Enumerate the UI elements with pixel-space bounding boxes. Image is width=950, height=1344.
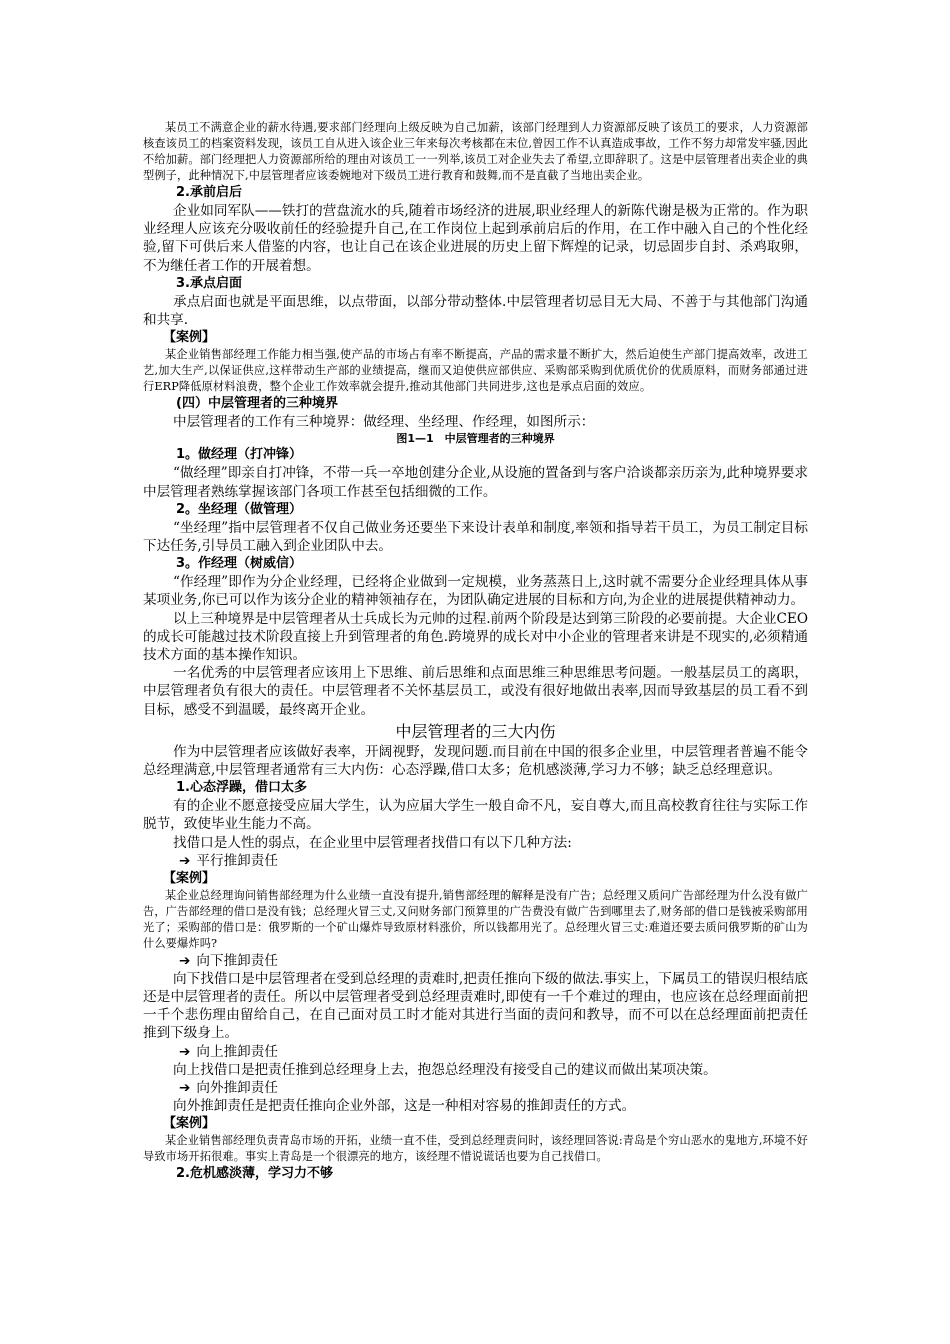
section-title: 中层管理者的三大内伤 <box>395 721 556 741</box>
bullet-text: 向上推卸责任 <box>196 1043 278 1060</box>
bullet-item <box>143 852 808 870</box>
arrow-right-icon: ➔ <box>179 852 191 869</box>
body-paragraph: 作为中层管理者应该做好表率，开阔视野，发现问题.而目前在中国的很多企业里，中层管理者普遍不能令总经理满意,中层管理者通常有三大内伤：心态浮躁,借口太多；危机感淡薄,学习力不够；缺乏总经理意识。 <box>143 743 808 779</box>
bullet-item <box>143 1079 808 1097</box>
bullet-text: 平行推卸责任 <box>196 852 278 869</box>
section-heading: 3.承点启面 <box>176 275 242 291</box>
chapter-heading: (四）中层管理者的三种境界 <box>176 396 338 412</box>
body-paragraph: 有的企业不愿意接受应届大学生，认为应届大学生一般自命不凡，妄自尊大,而且高校教育往往与实际工作脱节，致使毕业生能力不高。 <box>143 798 808 833</box>
case-text: 某企业总经理询问销售部经理为什么业绩一直没有提升,销售部经理的解释是没有广告；总经理又质问广告部经理为什么没有做广告，广告部经理的借口是没有钱；总经理火冒三丈,又问财务部门预算里的广告费没有做广告到哪里去了,财务部的借口是钱被采购部用光了；采购部的借口是：俄罗斯的一个矿山爆炸导致原材料涨价，所以钱都用光了。总经理火冒三丈:难道还要去质问俄罗斯的矿山为什么要爆炸吗? <box>143 888 808 950</box>
body-paragraph: “坐经理”指中层管理者不仅自己做业务还要坐下来设计表单和制度,率领和指导若干员工，为员工制定目标下达任务,引导员工融入到企业团队中去。 <box>143 519 808 555</box>
case-text: 某企业销售部经理工作能力相当强,使产品的市场占有率不断提高，产品的需求量不断扩大，然后迫使生产部门提高效率，改进工艺,加大生产,以保证供应,这样带动生产部的业绩提高，继而又迫使供应部供应、采购部采购到优质优价的优质原料，而财务部通过进行ERP降低原材料浪费，整个企业工作效率就会提升,推动其他部门共同进步,这也是承点启面的效应。 <box>143 348 808 394</box>
arrow-right-icon: ➔ <box>179 952 191 969</box>
body-paragraph: 向上找借口是把责任推到总经理身上去，抱怨总经理没有接受自己的建议而做出某项决策。 <box>173 1061 717 1078</box>
body-paragraph: 向下找借口是中层管理者在受到总经理的责难时,把责任推向下级的做法.事实上，下属员工的错误归根结底还是中层管理者的责任。所以中层管理者受到总经理责难时,即使有一千个难过的理由，也应该在总经理面前把一千个悲伤理由留给自己，在自己面对员工时才能对其进行当面的责问和教导，而不可以在总经理面前把责任推到下级身上。 <box>143 970 808 1042</box>
body-paragraph: “作经理”即作为分企业经理，已经将企业做到一定规模，业务蒸蒸日上,这时就不需要分企业经理具体从事某项业务,你已可以作为该分企业的精神领袖存在，为团队确定进展的目标和方向,为企业的进展提供精神动力。 <box>143 574 808 609</box>
figure-caption: 图1—1 中层管理者的三种境界 <box>396 432 555 446</box>
case-text: 某企业销售部经理负责青岛市场的开拓，业绩一直不佳，受到总经理责问时，该经理回答说:青岛是个穷山恶水的鬼地方,环境不好导致市场开拓很难。事实上青岛是一个很漂亮的地方，该经理不惜说谎话也要为自己找借口。 <box>143 1134 808 1164</box>
body-paragraph: 一名优秀的中层管理者应该用上下思维、前后思维和点面思维三种思维思考问题。一般基层员工的离职，中层管理者负有很大的责任。中层管理者不关怀基层员工，或没有很好地做出表率,因而导致基层的员工看不到目标，感受不到温暖，最终离开企业。 <box>143 665 808 718</box>
section-heading: 3。作经理（树威信） <box>176 556 303 572</box>
section-heading: 1.心态浮躁，借口太多 <box>176 780 307 796</box>
arrow-right-icon: ➔ <box>179 1043 191 1060</box>
body-paragraph: 以上三种境界是中层管理者从士兵成长为元帅的过程.前两个阶段是达到第三阶段的必要前提。大企业CEO的成长可能越过技术阶段直接上升到管理者的角色.跨境界的成长对中小企业的管理者来讲是不现实的,必须精通技术方面的基本操作知识。 <box>143 610 808 664</box>
case-text: 某员工不满意企业的薪水待遇,要求部门经理向上级反映为自己加薪，该部门经理到人力资源部反映了该员工的要求，人力资源部核查该员工的档案资料发现，该员工自从进入该企业三年来每次考核都在末位,曾因工作不认真造成事故，工作不努力却常发牢骚,因此不给加薪。部门经理把人力资源部所给的理由对该员工一一列举,该员工对企业失去了希望,立即辞职了。这是中层管理者出卖企业的典型例子，此种情况下,中层管理者应该委婉地对下级员工进行教育和鼓舞,而不是直截了当地出卖企业。 <box>143 121 808 182</box>
bullet-item <box>143 952 808 970</box>
bullet-item <box>143 1043 808 1061</box>
bullet-text: 向外推卸责任 <box>196 1079 278 1096</box>
section-heading: 2.危机感淡薄，学习力不够 <box>176 1166 333 1182</box>
body-paragraph: 承点启面也就是平面思维，以点带面，以部分带动整体.中层管理者切忌目无大局、不善于与其他部门沟通和共享. <box>143 293 808 329</box>
document-page <box>143 120 808 1183</box>
arrow-right-icon: ➔ <box>179 1079 191 1096</box>
body-paragraph: “做经理”即亲自打冲锋，不带一兵一卒地创建分企业,从设施的置备到与客户洽谈都亲历亲为,此种境界要求中层管理者熟练掌握该部门各项工作甚至包括细微的工作。 <box>143 465 808 500</box>
body-paragraph: 找借口是人性的弱点，在企业里中层管理者找借口有以下几种方法: <box>173 834 572 851</box>
body-paragraph: 企业如同军队——铁打的营盘流水的兵,随着市场经济的进展,职业经理人的新陈代谢是极为正常的。作为职业经理人应该充分吸收前任的经验提升自己,在工作岗位上起到承前启后的作用，在工作中融入自己的个性化经验,留下可供后来人借鉴的内容，也让自己在该企业进展的历史上留下辉煌的记录，切忌固步自封、杀鸡取卵，不为继任者工作的开展着想。 <box>143 203 808 274</box>
case-label: 【案例】 <box>163 870 216 886</box>
bullet-text: 向下推卸责任 <box>196 952 278 969</box>
section-heading: 2。坐经理（做管理） <box>176 501 303 517</box>
body-paragraph: 向外推卸责任是把责任推向企业外部，这是一种相对容易的推卸责任的方式。 <box>173 1097 636 1114</box>
body-paragraph: 中层管理者的工作有三种境界：做经理、坐经理、作经理，如图所示： <box>173 414 595 431</box>
case-label: 【案例】 <box>163 330 216 346</box>
section-heading: 1。做经理（打冲锋） <box>176 447 303 463</box>
case-label: 【案例】 <box>163 1116 216 1132</box>
section-heading: 2.承前启后 <box>176 185 242 200</box>
